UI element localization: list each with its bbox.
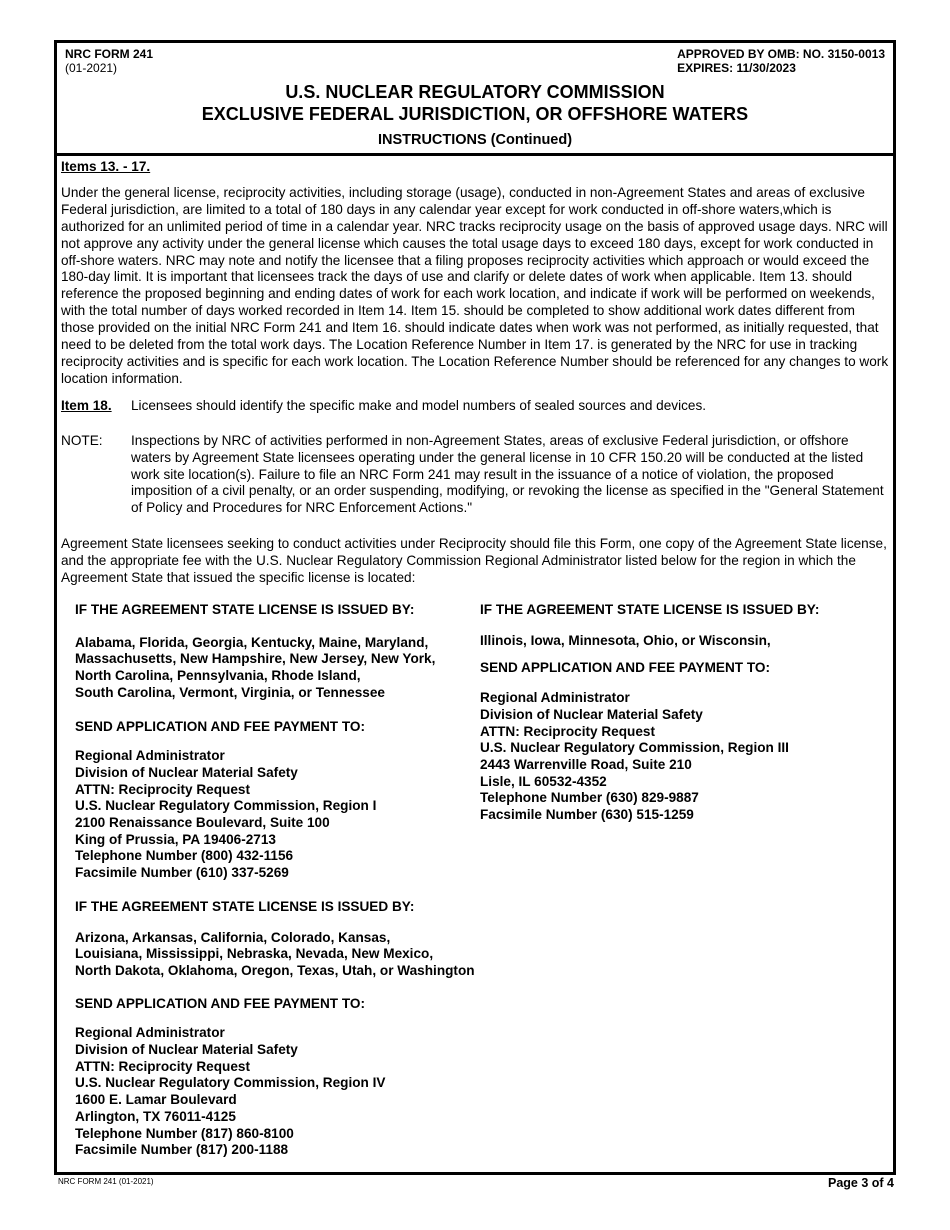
address-line: 2443 Warrenville Road, Suite 210 xyxy=(480,756,692,772)
region-1-address xyxy=(75,748,495,882)
region-4-send-to: SEND APPLICATION AND FEE PAYMENT TO: xyxy=(75,995,366,1011)
item-18-label: Item 18. xyxy=(61,397,112,413)
address-line: U.S. Nuclear Regulatory Commission, Region I xyxy=(75,798,377,814)
address-line: Regional Administrator xyxy=(480,690,630,706)
region-3-states xyxy=(480,633,890,650)
region-3-issued-by: IF THE AGREEMENT STATE LICENSE IS ISSUED BY: xyxy=(480,602,820,617)
regions-right-column xyxy=(480,602,890,824)
states-line: North Carolina, Pennsylvania, Rhode Island, xyxy=(75,668,361,684)
region-1-states xyxy=(75,635,495,702)
address-line: King of Prussia, PA 19406-2713 xyxy=(75,831,276,847)
address-line: Division of Nuclear Material Safety xyxy=(75,764,298,780)
omb-approval: APPROVED BY OMB: NO. 3150-0013 xyxy=(677,47,885,61)
address-line: U.S. Nuclear Regulatory Commission, Region III xyxy=(480,740,789,756)
title-line-1: U.S. NUCLEAR REGULATORY COMMISSION xyxy=(285,82,665,102)
item-18-text: Licensees should identify the specific make and model numbers of sealed sources and devices. xyxy=(131,397,707,413)
page-subtitle: INSTRUCTIONS (Continued) xyxy=(377,132,573,148)
address-line: 2100 Renaissance Boulevard, Suite 100 xyxy=(75,815,330,831)
footer-form-ref: NRC FORM 241 (01-2021) xyxy=(58,1177,154,1186)
address-line: Facsimile Number (817) 200-1188 xyxy=(75,1142,289,1158)
states-line: North Dakota, Oklahoma, Oregon, Texas, Utah, or Washington xyxy=(75,962,475,978)
instructions-body xyxy=(61,159,889,587)
title-line-2: EXCLUSIVE FEDERAL JURISDICTION, OR OFFSHORE WATERS xyxy=(201,104,749,124)
address-line: Telephone Number (800) 432-1156 xyxy=(75,848,294,864)
agreement-state-instructions: Agreement State licensees seeking to conduct activities under Reciprocity should file this Form, one copy of the Agreement State license, and the appropriate fee with the U.S. Nuclear Regulatory Commission Regional Administrator listed below for the region in which the Agreement State that issued the specific license is located: xyxy=(61,536,887,586)
expiration-date: EXPIRES: 11/30/2023 xyxy=(677,61,796,75)
regions-left-column xyxy=(75,602,495,1159)
address-line: Division of Nuclear Material Safety xyxy=(75,1042,298,1058)
items-13-17-heading: Items 13. - 17. xyxy=(61,159,151,174)
address-line: Regional Administrator xyxy=(75,1025,225,1041)
address-line: Lisle, IL 60532-4352 xyxy=(480,773,607,789)
form-id-block xyxy=(65,47,153,75)
address-line: Arlington, TX 76011-4125 xyxy=(75,1108,236,1124)
address-line: ATTN: Reciprocity Request xyxy=(75,1058,250,1074)
region-4-address xyxy=(75,1025,495,1159)
items-13-17-text: Under the general license, reciprocity activities, including storage (usage), conducted in non-Agreement States and areas of exclusive Federal jurisdiction, are limited to a total of 180 days in any calendar year except for work conducted in off-shore waters,which is authorized for an unlimited period of time in a calendar year. NRC tracks reciprocity usage on the basis of approved usage days. NRC will not approve any activity under the general license which causes the total usage days to exceed 180 days, except for work conducted in off-shore waters. NRC may note and notify the licensee that a filing proposes reciprocity activities which approach or would exceed the 180-day limit. It is important that licensees track the days of use and clarify or delete dates of work when applicable. Item 13. should reference the proposed beginning and ending dates of work for each work location, and indicate if work will be performed on weekends, with the total number of days worked recorded in Item 14. Item 15. should be completed to show additional work dates different from those provided on the initial NRC Form 241 and Item 16. should indicate dates when work was not performed, as initially requested, that need to be deleted from the total work days. The Location Reference Number in Item 17. is generated by the NRC for use in tracking reciprocity activities and is specific for each work location. The Location Reference Number should be referenced for any changes to work location information. xyxy=(61,184,889,386)
page-title xyxy=(57,81,893,125)
address-line: ATTN: Reciprocity Request xyxy=(75,781,250,797)
header-divider xyxy=(57,153,893,156)
states-line: Alabama, Florida, Georgia, Kentucky, Maine, Maryland, xyxy=(75,634,429,650)
states-line: Illinois, Iowa, Minnesota, Ohio, or Wisconsin, xyxy=(480,632,771,648)
address-line: Facsimile Number (630) 515-1259 xyxy=(480,807,694,823)
address-line: Telephone Number (630) 829-9887 xyxy=(480,790,699,806)
region-3-send-to: SEND APPLICATION AND FEE PAYMENT TO: xyxy=(480,660,771,676)
form-number: NRC FORM 241 xyxy=(65,47,154,61)
region-4-states xyxy=(75,930,495,980)
note-text: Inspections by NRC of activities performed in non-Agreement States, areas of exclusive Federal jurisdiction, or offshore waters by Agreement State licensees operating under the general license in 10 CFR 150.20 will be conducted at the listed work site location(s). Failure to file an NRC Form 241 may result in the issuance of a notice of violation, the proposed imposition of a civil penalty, or an order suspending, modifying, or revoking the license as specified in the "General Statement of Policy and Procedures for NRC Enforcement Actions." xyxy=(131,432,884,516)
address-line: ATTN: Reciprocity Request xyxy=(480,723,655,739)
form-date: (01-2021) xyxy=(65,61,118,75)
address-line: Regional Administrator xyxy=(75,748,225,764)
note-label: NOTE: xyxy=(61,432,103,448)
address-line: Facsimile Number (610) 337-5269 xyxy=(75,865,289,881)
page-number: Page 3 of 4 xyxy=(828,1176,894,1190)
item-18-row xyxy=(61,398,889,415)
states-line: Arizona, Arkansas, California, Colorado, Kansas, xyxy=(75,929,391,945)
states-line: South Carolina, Vermont, Virginia, or Tennessee xyxy=(75,684,385,700)
form-frame xyxy=(54,40,896,1175)
region-1-issued-by: IF THE AGREEMENT STATE LICENSE IS ISSUED BY: xyxy=(75,602,415,617)
address-line: Telephone Number (817) 860-8100 xyxy=(75,1125,294,1141)
states-line: Louisiana, Mississippi, Nebraska, Nevada, New Mexico, xyxy=(75,946,434,962)
region-4-issued-by: IF THE AGREEMENT STATE LICENSE IS ISSUED BY: xyxy=(75,898,415,914)
note-row xyxy=(61,433,889,518)
address-line: 1600 E. Lamar Boulevard xyxy=(75,1092,237,1108)
omb-block xyxy=(677,47,885,75)
region-1-send-to: SEND APPLICATION AND FEE PAYMENT TO: xyxy=(75,718,366,734)
address-line: Division of Nuclear Material Safety xyxy=(480,706,703,722)
address-line: U.S. Nuclear Regulatory Commission, Region IV xyxy=(75,1075,386,1091)
states-line: Massachusetts, New Hampshire, New Jersey, New York, xyxy=(75,651,436,667)
region-3-address xyxy=(480,690,890,824)
